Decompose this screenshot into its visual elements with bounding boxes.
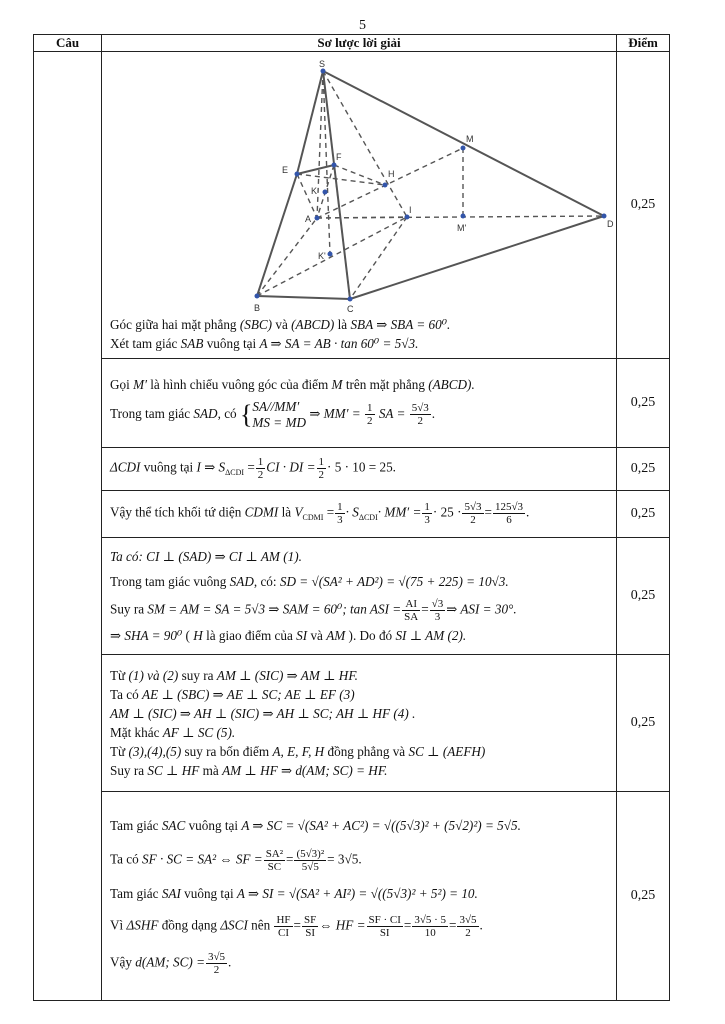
solution-line: Vậy d(AM; SC) = $\frac{3√5}{2}$ . <box>110 950 232 976</box>
pyramid-figure <box>170 59 650 314</box>
label-B: B <box>254 302 261 313</box>
label-K-prime: K' <box>318 250 326 261</box>
label-A: A <box>305 213 312 224</box>
solution-line: Ta có AE ⊥ (SBC) ⇒ AE ⊥ SC; AE ⊥ EF (3) <box>110 687 355 702</box>
solution-line: Từ (1) và (2) suy ra AM ⊥ (SIC) ⇒ AM ⊥ HF. <box>110 668 358 683</box>
label-I: I <box>409 204 412 215</box>
solution-line: Ta có: CI ⊥ (SAD) ⇒ CI ⊥ AM (1). <box>110 549 302 564</box>
solution-line: Tam giác SAI vuông tại A ⇒ SI = √(SA² + AI²) = √((5√3)² + 5²) = 10. <box>110 885 478 901</box>
header-solution: Sơ lược lời giải <box>102 35 617 52</box>
points-cell: 0,25 <box>617 538 670 655</box>
table-row <box>34 448 670 491</box>
solution-cell <box>102 491 617 538</box>
solution-cell <box>102 792 617 1001</box>
label-M: M <box>466 133 474 144</box>
solution-cell <box>102 359 617 448</box>
table-row <box>34 538 670 655</box>
points-cell: 0,25 <box>617 792 670 1001</box>
solution-line: Vậy thể tích khối tứ diện CDMI là $V_{CDMI}$ = $\frac{1}{3}$ · $S_{\Delta CDI}\cdot MM'$ = $\frac{1}{3}$ · 25 · $\frac{5√3}{2}$ = $\frac{125√3}{6}$ . <box>110 501 530 527</box>
solution-cell <box>102 538 617 655</box>
solution-line: Mặt khác AF ⊥ SC (5). <box>110 725 236 740</box>
label-D: D <box>607 218 614 229</box>
header-points: Điểm <box>617 35 670 52</box>
points-cell: 0,25 <box>617 359 670 448</box>
solution-line: AM ⊥ (SIC) ⇒ AH ⊥ (SIC) ⇒ AH ⊥ SC; AH ⊥ HF (4) . <box>110 706 416 721</box>
points-cell: 0,25 <box>617 655 670 792</box>
label-E: E <box>282 164 289 175</box>
solution-line: Góc giữa hai mặt phẳng (SBC) và (ABCD) là SBA ⇒ SBA = 60⁰. <box>110 316 451 332</box>
page-number: 5 <box>359 18 366 33</box>
solution-line: Ta có SF · SC = SA² ⇔ SF = $\frac{\text{SA²}}{SC}$ = $\frac{\text{(5√3)²}}{5√5}$ = 3√5. <box>110 847 362 873</box>
solution-line: Suy ra SM = AM = SA = 5√3 ⇒ SAM = 60⁰; tan ASI = $\frac{AI}{SA}$ = $\frac{√3}{3}$ ⇒ ASI = 30°. <box>110 598 517 623</box>
solution-line: ⇒ SHA = 90⁰ ( H là giao điểm của SI và AM ). Do đó SI ⊥ AM (2). <box>110 628 467 643</box>
solution-line: Trong tam giác SAD, có { SA//MM′ MS = MD ⇒ MM′ = $\frac{1}{2}$ SA = $\frac{5√3}{2}$ . <box>110 398 436 430</box>
label-H: H <box>388 168 395 179</box>
table-row <box>34 655 670 792</box>
table-row <box>34 491 670 538</box>
solution-cell <box>102 52 617 359</box>
solution-cell <box>102 655 617 792</box>
points-cell: 0,25 <box>617 52 670 359</box>
table-row <box>34 359 670 448</box>
solution-line: Gọi M′ là hình chiếu vuông góc của điểm M trên mặt phẳng (ABCD). <box>110 376 475 392</box>
header-question: Câu <box>34 35 102 52</box>
points-cell: 0,25 <box>617 491 670 538</box>
table-row <box>34 792 670 1001</box>
solution-line: ΔCDI vuông tại I ⇒ $S_{\Delta CDI}$ = $\frac{1}{2}$ CI · DI = $\frac{1}{2}$ · 5 · 10 = 25. <box>110 456 396 482</box>
solution-cell <box>102 448 617 491</box>
label-S: S <box>319 58 326 69</box>
solution-line: Từ (3),(4),(5) suy ra bốn điểm A, E, F, H đồng phẳng và SC ⊥ (AEFH) <box>110 744 486 759</box>
solution-line: Vì ΔSHF đồng dạng ΔSCI nên $\frac{HF}{CI}$ = $\frac{SF}{SI}$ ⇔ HF = $\frac{SF \cdot CI}{SI}$ = $\frac{3√5 \cdot 5}{10}$ = $\frac{3√5}{2}$ . <box>110 913 483 939</box>
label-C: C <box>347 303 354 314</box>
label-K: K <box>311 185 318 196</box>
solution-line: Xét tam giác SAB vuông tại A ⇒ SA = AB · tan 60⁰ = 5√3. <box>110 335 419 351</box>
solution-line: Suy ra SC ⊥ HF mà AM ⊥ HF ⇒ d(AM; SC) = HF. <box>110 763 388 778</box>
solution-line: Trong tam giác vuông SAD, có: SD = √(SA² + AD²) = √(75 + 225) = 10√3. <box>110 574 509 589</box>
solution-table <box>33 34 670 1001</box>
label-M-prime: M' <box>457 222 467 233</box>
label-F: F <box>336 151 342 162</box>
solution-line: Tam giác SAC vuông tại A ⇒ SC = √(SA² + AC²) = √((5√3)² + (5√2)²) = 5√5. <box>110 817 521 833</box>
table-header <box>34 35 670 52</box>
points-cell: 0,25 <box>617 448 670 491</box>
table-row <box>34 52 670 359</box>
question-cell <box>34 52 102 1001</box>
